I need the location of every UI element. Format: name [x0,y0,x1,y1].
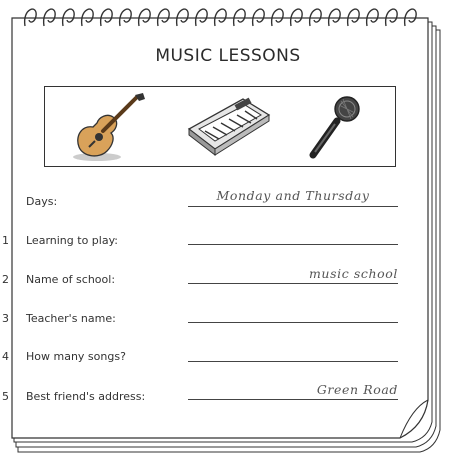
field-answer-days[interactable]: Monday and Thursday [216,188,370,203]
field-label-teacher: Teacher's name: [26,312,116,325]
field-label-songs: How many songs? [26,350,126,363]
instrument-pictures [44,86,396,167]
field-number: 4 [2,350,9,363]
field-answer-address[interactable]: Green Road [316,382,398,397]
answer-line[interactable] [188,322,398,323]
field-number: 2 [2,273,9,286]
answer-line[interactable] [188,244,398,245]
answer-line [188,206,398,207]
field-answer-school[interactable]: music school [308,266,398,281]
electronic-keyboard-icon [185,93,273,161]
answer-line [188,399,398,400]
field-number: 1 [2,234,9,247]
field-number: 5 [2,390,9,403]
field-label-days: Days: [26,195,58,208]
field-label-school: Name of school: [26,273,116,286]
worksheet-title: MUSIC LESSONS [155,46,301,66]
answer-line [188,283,398,284]
field-label-learning: Learning to play: [26,234,118,247]
microphone-icon [303,93,369,161]
field-number: 3 [2,312,9,325]
acoustic-guitar-icon [71,91,151,163]
field-label-address: Best friend's address: [26,390,146,403]
answer-line[interactable] [188,361,398,362]
